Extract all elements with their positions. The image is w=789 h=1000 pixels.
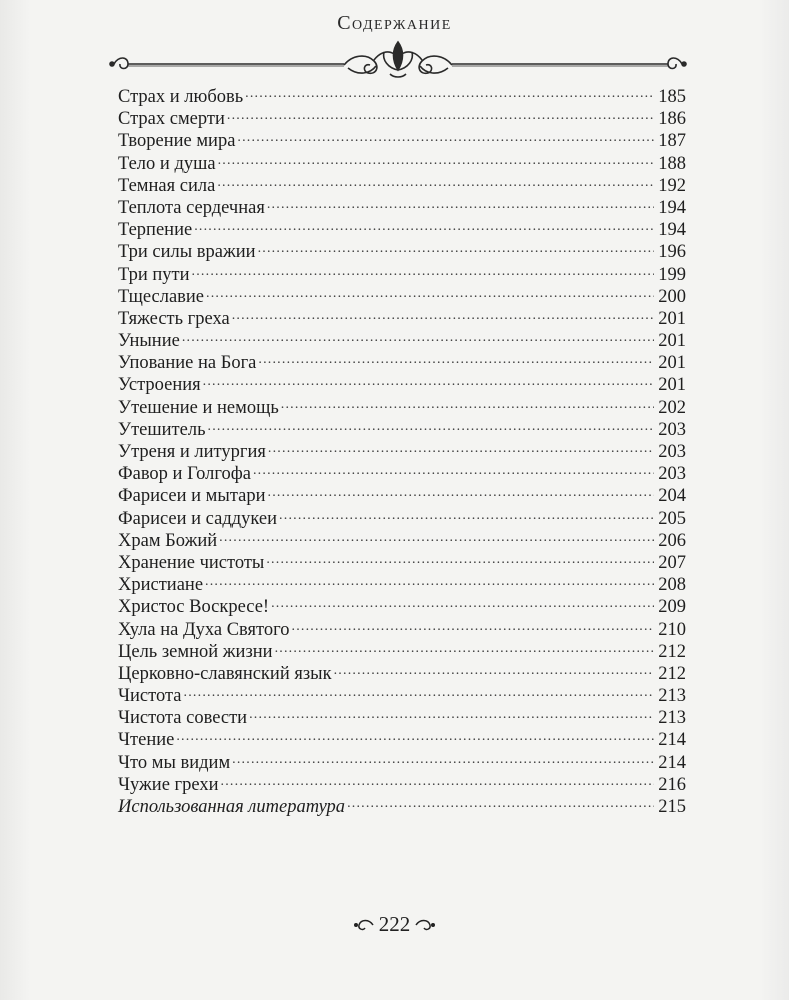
toc-dot-leader — [258, 352, 654, 368]
left-scroll-ornament-icon — [353, 916, 375, 934]
toc-entry-title: Чистота — [118, 686, 182, 707]
toc-dot-leader — [206, 286, 654, 302]
page-footer — [0, 912, 789, 938]
toc-dot-leader — [176, 729, 654, 745]
toc-dot-leader — [275, 641, 654, 657]
toc-entry-title: Три пути — [118, 264, 190, 285]
toc-entry — [118, 241, 686, 263]
toc-entry-page: 194 — [658, 197, 686, 218]
toc-entry-page: 214 — [658, 752, 686, 773]
toc-entry-title: Три силы вражии — [118, 242, 256, 263]
toc-dot-leader — [271, 596, 654, 612]
toc-dot-leader — [279, 508, 654, 524]
toc-entry-page: 201 — [658, 375, 686, 396]
toc-entry-title: Темная сила — [118, 175, 216, 196]
toc-dot-leader — [208, 419, 654, 435]
toc-dot-leader — [227, 108, 654, 124]
toc-dot-leader — [182, 330, 654, 346]
toc-entry — [118, 796, 686, 818]
toc-entry-page: 201 — [658, 331, 686, 352]
toc-dot-leader — [245, 86, 654, 102]
toc-entry-page: 202 — [658, 397, 686, 418]
toc-entry — [118, 552, 686, 574]
toc-entry-page: 215 — [658, 797, 686, 817]
toc-entry-page: 201 — [658, 353, 686, 374]
toc-entry — [118, 641, 686, 663]
page-title: Содержание — [337, 12, 452, 34]
toc-dot-leader — [192, 264, 654, 280]
toc-entry — [118, 685, 686, 707]
toc-entry — [118, 286, 686, 308]
toc-entry — [118, 485, 686, 507]
page-number: 222 — [378, 912, 411, 936]
toc-entry — [118, 153, 686, 175]
toc-entry — [118, 574, 686, 596]
toc-dot-leader — [268, 441, 654, 457]
toc-entry-title: Чужие грехи — [118, 774, 219, 795]
toc-entry-page: 214 — [658, 730, 686, 751]
toc-entry — [118, 441, 686, 463]
toc-dot-leader — [217, 175, 654, 191]
toc-entry — [118, 330, 686, 352]
toc-entry — [118, 752, 686, 774]
toc-entry-page: 203 — [658, 419, 686, 440]
toc-dot-leader — [268, 485, 655, 501]
toc-entry-page: 213 — [658, 708, 686, 729]
toc-entry-title: Чистота совести — [118, 708, 248, 729]
table-of-contents — [118, 86, 686, 818]
toc-entry-title: Терпение — [118, 220, 193, 241]
toc-entry-title: Уныние — [118, 331, 180, 352]
decorative-vine-ornament-icon — [108, 38, 688, 82]
toc-entry-title: Фавор и Голгофа — [118, 464, 251, 485]
toc-entry-title: Упование на Бога — [118, 353, 257, 374]
toc-entry-page: 208 — [658, 575, 686, 596]
toc-dot-leader — [184, 685, 654, 701]
toc-entry-page: 206 — [658, 530, 686, 551]
toc-dot-leader — [334, 663, 654, 679]
toc-entry — [118, 729, 686, 751]
toc-entry — [118, 663, 686, 685]
toc-entry-title: Что мы видим — [118, 752, 231, 773]
toc-entry — [118, 308, 686, 330]
toc-entry-title: Хранение чистоты — [118, 552, 265, 573]
toc-entry — [118, 374, 686, 396]
toc-dot-leader — [218, 153, 654, 169]
toc-entry-page: 201 — [658, 308, 686, 329]
toc-entry-page: 203 — [658, 442, 686, 462]
toc-dot-leader — [292, 619, 655, 635]
toc-entry-page: 204 — [658, 486, 686, 507]
toc-entry — [118, 419, 686, 441]
toc-dot-leader — [221, 774, 654, 790]
toc-dot-leader — [205, 574, 654, 590]
toc-entry-title: Теплота сердечная — [118, 197, 265, 218]
toc-dot-leader — [347, 796, 654, 812]
toc-entry-title: Использованная литература — [118, 797, 346, 817]
toc-entry-title: Утешитель — [118, 419, 206, 440]
toc-entry-title: Хула на Духа Святого — [118, 619, 290, 640]
toc-dot-leader — [232, 752, 654, 768]
toc-entry-page: 200 — [658, 286, 686, 307]
toc-entry — [118, 397, 686, 419]
toc-entry — [118, 707, 686, 729]
toc-entry-title: Христос Воскресе! — [118, 597, 270, 618]
toc-entry-title: Чтение — [118, 730, 175, 751]
toc-entry-page: 209 — [658, 597, 686, 618]
toc-dot-leader — [266, 552, 654, 568]
toc-entry — [118, 596, 686, 618]
toc-entry-title: Церковно-славянский язык — [118, 663, 332, 684]
toc-entry-page: 212 — [658, 641, 686, 662]
toc-entry-title: Тяжесть греха — [118, 308, 230, 329]
toc-entry-page: 199 — [658, 264, 686, 285]
toc-dot-leader — [232, 308, 654, 324]
toc-dot-leader — [219, 530, 654, 546]
toc-dot-leader — [267, 197, 654, 213]
toc-entry — [118, 352, 686, 374]
toc-entry-title: Утешение и немощь — [118, 397, 279, 418]
toc-entry-page: 196 — [658, 242, 686, 263]
toc-entry-title: Страх и любовь — [118, 87, 244, 107]
toc-entry — [118, 219, 686, 241]
toc-entry-page: 210 — [658, 619, 686, 640]
toc-entry-title: Тщеславие — [118, 286, 205, 307]
toc-dot-leader — [258, 241, 654, 257]
toc-entry — [118, 530, 686, 552]
toc-entry-page: 212 — [658, 663, 686, 684]
toc-entry-title: Цель земной жизни — [118, 641, 273, 662]
toc-entry-title: Страх смерти — [118, 109, 225, 130]
toc-entry-title: Христиане — [118, 575, 204, 596]
toc-entry-title: Творение мира — [118, 131, 236, 152]
toc-entry-page: 185 — [658, 87, 686, 107]
toc-entry-page: 192 — [658, 175, 686, 196]
toc-dot-leader — [194, 219, 654, 235]
toc-entry-page: 216 — [658, 774, 686, 795]
toc-entry — [118, 463, 686, 485]
toc-entry — [118, 86, 686, 108]
toc-entry-page: 187 — [658, 131, 686, 152]
toc-entry-title: Храм Божий — [118, 530, 218, 551]
toc-dot-leader — [281, 397, 654, 413]
toc-entry — [118, 774, 686, 796]
toc-entry-page: 207 — [658, 552, 686, 573]
toc-entry — [118, 264, 686, 286]
toc-entry-page: 213 — [658, 686, 686, 707]
toc-entry-page: 188 — [658, 153, 686, 174]
toc-entry — [118, 508, 686, 530]
toc-entry — [118, 175, 686, 197]
toc-entry-page: 203 — [658, 464, 686, 485]
toc-entry — [118, 108, 686, 130]
toc-entry-title: Устроения — [118, 375, 201, 396]
toc-entry-page: 186 — [658, 109, 686, 130]
toc-entry-page: 205 — [658, 508, 686, 529]
toc-entry — [118, 619, 686, 641]
toc-entry-title: Тело и душа — [118, 153, 216, 174]
toc-entry-title: Утреня и литургия — [118, 442, 266, 462]
toc-entry — [118, 130, 686, 152]
toc-entry — [118, 197, 686, 219]
toc-entry-page: 194 — [658, 220, 686, 241]
toc-dot-leader — [253, 463, 654, 479]
right-scroll-ornament-icon — [414, 916, 436, 934]
toc-entry-title: Фарисеи и мытари — [118, 486, 266, 507]
toc-entry-title: Фарисеи и саддукеи — [118, 508, 278, 529]
toc-dot-leader — [203, 374, 654, 390]
toc-dot-leader — [249, 707, 654, 723]
toc-dot-leader — [237, 130, 654, 146]
